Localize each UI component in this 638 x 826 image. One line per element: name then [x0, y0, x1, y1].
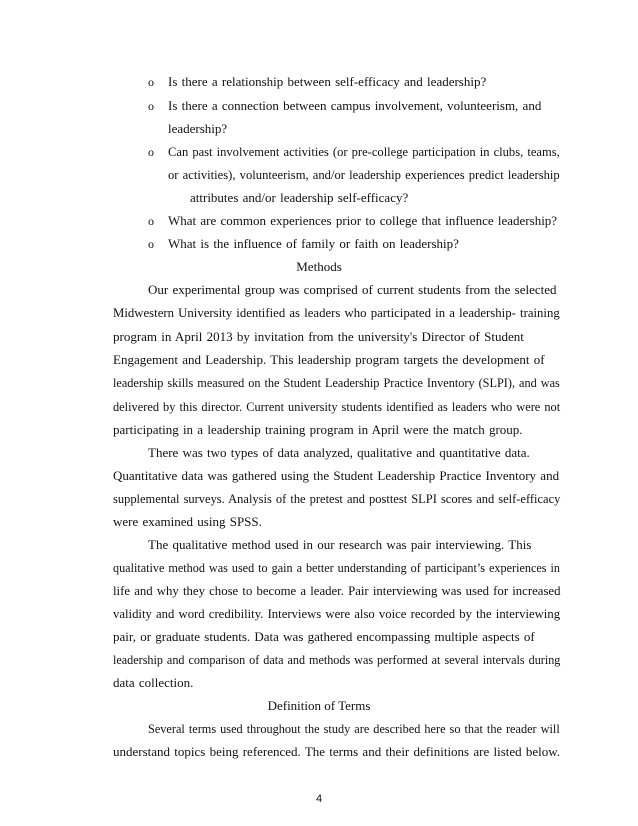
paragraph-line: leadership and comparison of data and methods was performed at several intervals during: [113, 652, 561, 667]
question-3-line-1: Can past involvement activities (or pre-college participation in clubs, teams,: [168, 144, 560, 159]
paragraph-line: Our experimental group was comprised of current students from the selected: [148, 282, 557, 297]
paragraph-line: Several terms used throughout the study are described here so that the reader will: [148, 721, 560, 736]
question-3-line-3: attributes and/or leadership self-efficacy?: [190, 190, 409, 205]
bullet-marker: o: [148, 99, 154, 113]
question-5-line-1: What is the influence of family or faith on leadership?: [168, 236, 459, 251]
definition-of-terms-heading: Definition of Terms: [267, 698, 371, 713]
methods-heading: Methods: [296, 259, 342, 274]
paragraph-line: understand topics being referenced. The terms and their definitions are listed below.: [113, 744, 561, 759]
paragraph-line: participating in a leadership training program in April were the match group.: [113, 422, 523, 437]
question-2-line-1: Is there a connection between campus involvement, volunteerism, and: [168, 98, 542, 113]
paragraph-line: data collection.: [113, 675, 194, 690]
page-number: 4: [315, 793, 323, 805]
paragraph-line: life and why they chose to become a leader. Pair interviewing was used for increased: [113, 583, 561, 598]
paragraph-line: were examined using SPSS.: [113, 514, 262, 529]
bullet-marker: o: [148, 75, 154, 89]
paragraph-line: validity and word credibility. Interviews were also voice recorded by the interviewing: [113, 606, 561, 621]
paragraph-line: There was two types of data analyzed, qualitative and quantitative data.: [148, 445, 530, 460]
bullet-marker: o: [148, 214, 154, 228]
paragraph-line: Engagement and Leadership. This leadership program targets the development of: [113, 352, 545, 367]
paragraph-line: Midwestern University identified as leaders who participated in a leadership- training: [113, 305, 560, 320]
question-2-line-2: leadership?: [168, 121, 228, 136]
question-1-line-1: Is there a relationship between self-efficacy and leadership?: [168, 74, 487, 89]
paragraph-line: delivered by this director. Current university students identified as leaders who were not: [113, 399, 561, 414]
paragraph-line: qualitative method was used to gain a better understanding of participant’s experiences in: [113, 560, 560, 575]
paragraph-line: leadership skills measured on the Student Leadership Practice Inventory (SLPI), and was: [113, 375, 560, 390]
paragraph-line: pair, or graduate students. Data was gathered encompassing multiple aspects of: [113, 629, 535, 644]
question-3-line-2: or activities), volunteerism, and/or leadership experiences predict leadership: [168, 167, 560, 182]
question-4-line-1: What are common experiences prior to college that influence leadership?: [168, 213, 558, 228]
bullet-marker: o: [148, 145, 154, 159]
bullet-marker: o: [148, 237, 154, 251]
paragraph-line: supplemental surveys. Analysis of the pretest and posttest SLPI scores and self-efficacy: [113, 491, 561, 506]
paragraph-line: The qualitative method used in our research was pair interviewing. This: [148, 537, 532, 552]
paragraph-line: program in April 2013 by invitation from the university's Director of Student: [113, 329, 524, 344]
paragraph-line: Quantitative data was gathered using the Student Leadership Practice Inventory and: [113, 468, 560, 483]
